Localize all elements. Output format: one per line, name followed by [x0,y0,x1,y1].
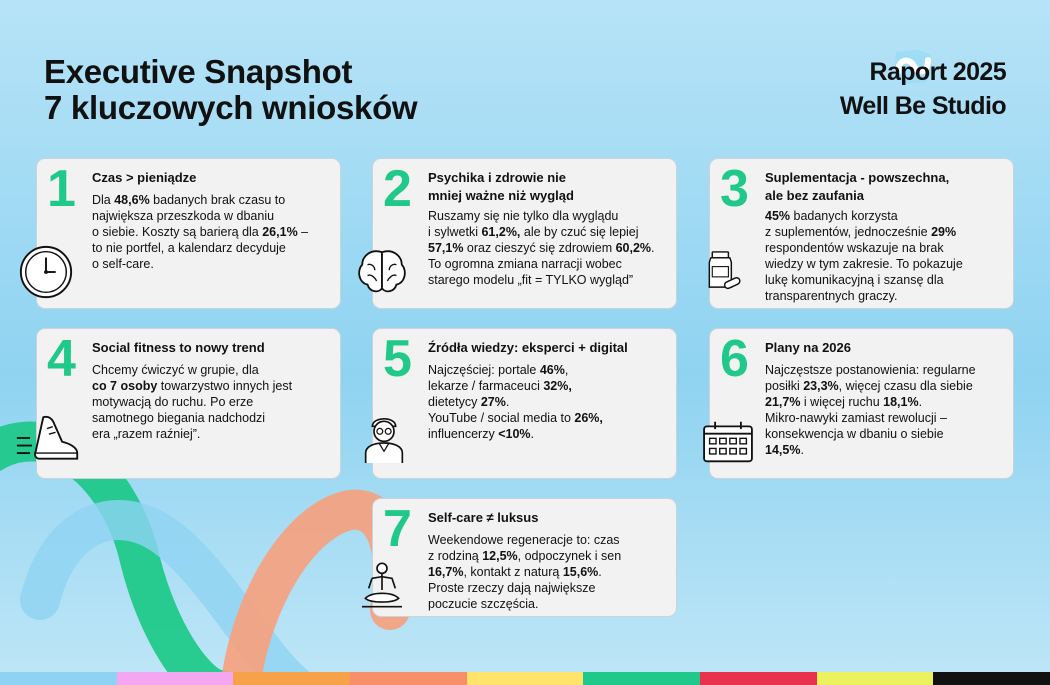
highlight-value: 27% [480,395,506,409]
body-text: Dla [92,193,115,207]
highlight-value: 21,7% [765,395,801,409]
highlight-value: 15,6% [562,565,599,579]
card-body [92,192,308,272]
body-text: , więcej czasu dla siebie [838,379,973,393]
insight-card-5 [372,328,677,479]
body-text: lekarze / farmaceuci [428,379,544,393]
body-text: YouTube / social media to [428,411,575,425]
card-body [92,362,292,442]
body-text: lukę komunikacyjną i szansę dla [765,273,944,287]
bottom-bar-segment [350,672,467,685]
highlight-value: 26%, [574,411,603,425]
card-number: 4 [47,330,76,388]
body-text: starego modelu „fit = TYLKO wygląd” [428,273,634,287]
insight-card-1 [36,158,341,309]
highlight-value: 60,2% [615,241,652,255]
body-text: , odpoczynek i sen [517,549,622,563]
bottom-bar-segment [467,672,584,685]
highlight-value: 46% [539,363,565,377]
card-title-line-1: Psychika i zdrowie nie [428,170,566,185]
body-text: transparentnych graczy. [765,289,898,303]
bottom-bar-segment [117,672,234,685]
body-text: Ruszamy się nie tylko dla wyglądu [428,209,619,223]
body-text: . [800,443,804,457]
calendar-icon [700,419,756,465]
body-text: . [651,241,655,255]
body-text: badanych korzysta [790,209,898,223]
body-text: Najczęściej: portale [428,363,540,377]
body-text: , kontakt z naturą [463,565,563,579]
insight-card-3 [709,158,1014,309]
bottom-bar-segment [700,672,817,685]
body-text: konsekwencja w dbaniu o siebie [765,427,944,441]
body-text: Najczęstsze postanowienia: regularne [765,363,976,377]
body-text: poczucie szczęścia. [428,597,539,611]
body-text: . [505,395,510,409]
running-shoe-icon [15,409,81,467]
body-text: – [297,225,309,239]
card-title [765,169,949,205]
body-text: o siebie. Koszty są barierą dla [92,225,263,239]
card-title: Czas > pieniądze [92,170,197,185]
body-text: Weekendowe regeneracje to: czas [428,533,620,547]
bottom-bar-segment [583,672,700,685]
title-line-2: 7 kluczowych wniosków [44,89,418,126]
card-number: 6 [720,330,749,388]
body-text: największa przeszkoda w dbaniu [92,209,275,223]
body-text: era „razem raźniej”. [92,427,201,441]
expert-icon [359,407,409,469]
highlight-value: 18,1% [883,395,919,409]
body-text: o self-care. [92,257,154,271]
card-body [765,362,976,458]
brand-name: Well Be Studio [839,92,1006,120]
card-title-line-1: Suplementacja - powszechna, [765,170,950,185]
insight-card-6 [709,328,1014,479]
highlight-value: 57,1% [428,241,464,255]
highlight-value: 12,5% [482,549,518,563]
body-text: Mikro-nawyki zamiast rewolucji – [765,411,947,425]
body-text: influencerzy [428,427,499,441]
highlight-value: 48,6% [114,193,150,207]
bottom-bar-segment [0,672,117,685]
page-title [44,54,417,126]
highlight-value: 14,5% [765,443,801,457]
card-title: Źródła wiedzy: eksperci + digital [428,340,628,355]
highlight-value: 61,2%, [481,225,521,239]
card-title-line-2: mniej ważne niż wygląd [428,188,574,203]
highlight-value: 32%, [543,379,572,393]
body-text: Chcemy ćwiczyć w grupie, dla [92,363,259,377]
body-text: posiłki [765,379,804,393]
body-text: badanych brak czasu to [149,193,286,207]
body-text: dietetycy [428,395,481,409]
card-number: 1 [47,160,76,218]
insight-card-7 [372,498,677,617]
bottom-bar-segment [933,672,1050,685]
card-number: 3 [720,160,749,218]
body-text: wiedzy w tym zakresie. To pokazuje [765,257,963,271]
brain-icon [353,245,411,299]
pill-bottle-icon [702,243,746,299]
highlight-value: <10% [498,427,531,441]
body-text: to nie portfel, a kalendarz decyduje [92,241,286,255]
card-title-line-2: ale bez zaufania [765,188,864,203]
card-number: 2 [383,160,412,218]
body-text: oraz cieszyć się zdrowiem [463,241,616,255]
body-text: i więcej ruchu [800,395,884,409]
bottom-color-bar [0,672,1050,685]
body-text: . [918,395,923,409]
card-body [428,362,603,442]
card-title: Plany na 2026 [765,340,851,355]
body-text: To ogromna zmiana narracji wobec [428,257,622,271]
highlight-value: 45% [765,209,791,223]
highlight-value: 23,3% [803,379,839,393]
card-body [428,208,655,288]
meditation-icon [357,559,407,611]
card-title: Social fitness to nowy trend [92,340,265,355]
body-text: , [564,363,569,377]
highlight-value: 16,7% [428,565,464,579]
card-number: 5 [383,330,412,388]
brand-logo-block [806,44,1006,124]
bottom-bar-segment [817,672,934,685]
highlight-value: 26,1% [262,225,298,239]
card-title: Self-care ≠ luksus [428,510,539,525]
card-title [428,169,574,205]
insight-card-2 [372,158,677,309]
card-body [428,532,621,612]
body-text: i sylwetki [428,225,482,239]
insight-card-4 [36,328,341,479]
clock-icon [17,243,75,301]
title-line-1: Executive Snapshot [44,53,353,90]
bottom-bar-segment [233,672,350,685]
highlight-value: 29% [931,225,957,239]
body-text: respondentów wskazuje na brak [765,241,944,255]
brand-report-year: Raport 2025 [869,58,1006,86]
card-body [765,208,963,304]
body-text: z rodziną [428,549,483,563]
body-text: z suplementów, jednocześnie [765,225,932,239]
body-text: towarzystwo innych jest [157,379,293,393]
body-text: . [530,427,534,441]
body-text: motywacją do ruchu. Po erze [92,395,254,409]
card-number: 7 [383,500,412,558]
highlight-value: co 7 osoby [92,379,158,393]
body-text: . [598,565,602,579]
body-text: Proste rzeczy dają największe [428,581,596,595]
body-text: ale by czuć się lepiej [520,225,639,239]
body-text: samotnego biegania nadchodzi [92,411,266,425]
